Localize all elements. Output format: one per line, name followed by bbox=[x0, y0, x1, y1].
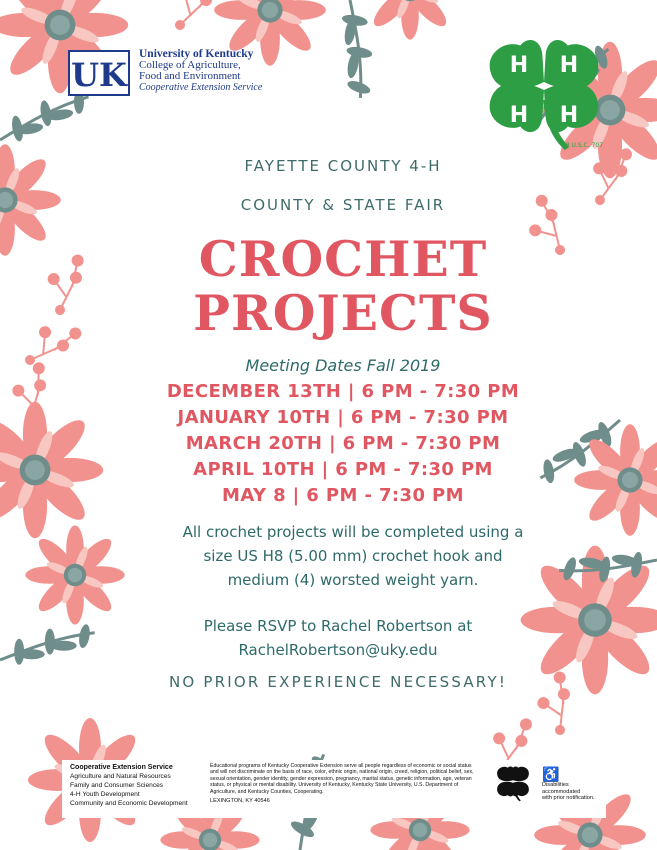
footer-location: LEXINGTON, KY 40546 bbox=[210, 798, 270, 805]
footer-disclaimer bbox=[210, 763, 478, 804]
materials-line: All crochet projects will be completed using a bbox=[182, 523, 524, 541]
experience-note: NO PRIOR EXPERIENCE NECESSARY! bbox=[168, 673, 508, 691]
clover-letter-2: H bbox=[559, 53, 579, 78]
institution-line-4: Cooperative Extension Service bbox=[139, 82, 263, 93]
clover-legal-note: 18 U.S.C. 707 bbox=[562, 142, 604, 149]
meeting-date: APRIL 10TH | 6 PM - 7:30 PM bbox=[193, 459, 493, 480]
meeting-dates-list bbox=[100, 379, 586, 509]
clover-letter-1: H bbox=[509, 53, 529, 78]
footer-program-item: Family and Consumer Sciences bbox=[70, 782, 164, 789]
meeting-heading: Meeting Dates Fall 2019 bbox=[245, 356, 441, 375]
institution-line-3: Food and Environment bbox=[139, 70, 241, 82]
footer-disclaimer-text: Educational programs of Kentucky Cooperative Extension serve all people regardless of economic or social status and will not discriminate on the basis of race, color, ethnic origin, national origin, creed, religion, political belief, sex, sexual orientation, gender identity, gender expression, pregnancy, marital status, genetic information, age, veteran status, or physical or mental disability. University of Kentucky, Kentucky State University, U.S. Department of Agriculture, and Kentucky Counties, Cooperating. bbox=[210, 763, 474, 795]
title-line-1: CROCHET bbox=[198, 230, 488, 288]
wheelchair-icon: ♿ bbox=[542, 766, 560, 782]
clover-letter-4: H bbox=[559, 103, 579, 128]
rsvp-info bbox=[95, 614, 581, 662]
accessibility-line: Disabilities bbox=[542, 782, 569, 788]
accessibility-note bbox=[542, 766, 602, 802]
title-line-2: PROJECTS bbox=[193, 284, 493, 342]
materials-line: size US H8 (5.00 mm) crochet hook and bbox=[203, 547, 503, 565]
accessibility-line: with prior notification. bbox=[542, 795, 595, 802]
uk-logo-text: UK bbox=[71, 56, 127, 94]
accessibility-line: accommodated bbox=[542, 788, 581, 795]
footer-program-item: Agriculture and Natural Resources bbox=[70, 773, 171, 780]
institution-line-2: College of Agriculture, bbox=[139, 59, 241, 71]
uk-logo-icon bbox=[68, 50, 130, 96]
county-heading: FAYETTE COUNTY 4-H bbox=[244, 157, 442, 175]
footer-clover-icon bbox=[494, 764, 532, 802]
rsvp-line: Please RSVP to Rachel Robertson at bbox=[203, 617, 473, 635]
footer-program-item: 4-H Youth Development bbox=[70, 791, 140, 798]
institution-line-1: University of Kentucky bbox=[139, 48, 254, 60]
meeting-date: JANUARY 10TH | 6 PM - 7:30 PM bbox=[177, 407, 509, 428]
footer-programs bbox=[70, 763, 188, 808]
four-h-clover-icon bbox=[485, 30, 603, 152]
footer-programs-heading: Cooperative Extension Service bbox=[70, 764, 173, 771]
rsvp-email: RachelRobertson@uky.edu bbox=[238, 641, 438, 659]
meeting-date: MAY 8 | 6 PM - 7:30 PM bbox=[222, 485, 464, 506]
meeting-date: DECEMBER 13TH | 6 PM - 7:30 PM bbox=[166, 381, 520, 402]
materials-line: medium (4) worsted weight yarn. bbox=[227, 571, 479, 589]
materials-description bbox=[110, 520, 596, 592]
meeting-date: MARCH 20TH | 6 PM - 7:30 PM bbox=[185, 433, 501, 454]
clover-letter-3: H bbox=[509, 103, 529, 128]
footer bbox=[62, 760, 606, 818]
institution-name bbox=[139, 49, 262, 93]
footer-program-item: Community and Economic Development bbox=[70, 800, 188, 807]
fair-heading: COUNTY & STATE FAIR bbox=[240, 196, 446, 214]
